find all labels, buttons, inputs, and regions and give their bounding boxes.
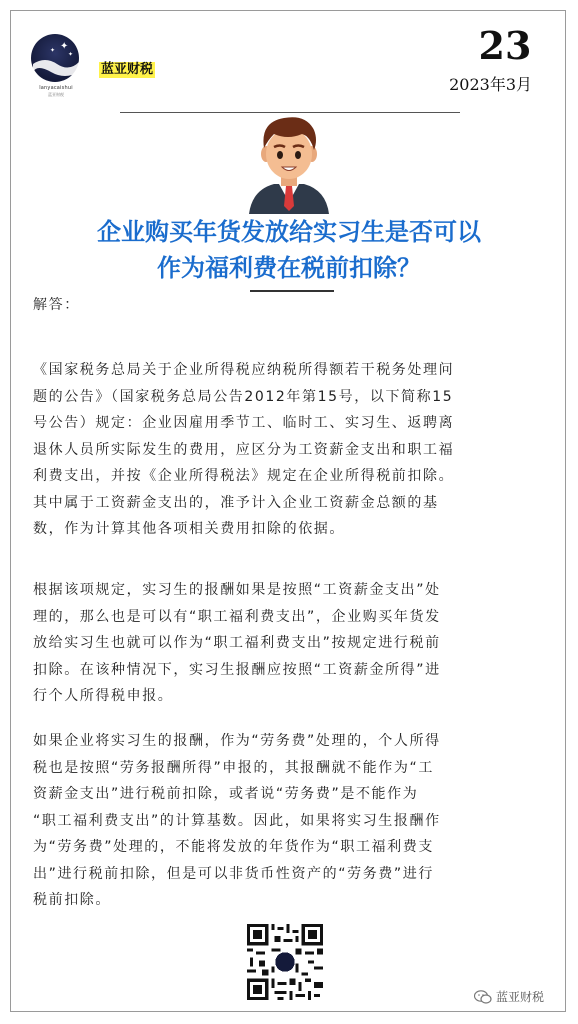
- paragraph-3: [33, 728, 545, 914]
- paragraph-2: [33, 577, 545, 710]
- text-line: 行个人所得税申报。: [33, 688, 174, 704]
- avatar-illustration: [244, 114, 334, 214]
- logo-subtext: 蓝亚财税: [48, 92, 64, 97]
- wechat-icon: [474, 990, 492, 1004]
- text-line: 利费支出，并按《企业所得税法》规定在企业所得税前扣除。: [33, 468, 455, 484]
- text-line: 退休人员所实际发生的费用，应区分为工资薪金支出和职工福: [33, 441, 455, 458]
- header-divider: [120, 112, 460, 113]
- text-line: 资薪金支出”进行税前扣除，或者说“劳务费”是不能作为: [33, 786, 419, 802]
- logo-text: lanyacaishui: [39, 85, 73, 91]
- text-line: “职工福利费支出”的计算基数。因此，如果将实习生报酬作: [33, 812, 441, 829]
- text-line: 放给实习生也就可以作为“职工福利费支出”按规定进行税前: [33, 635, 441, 651]
- text-line: 数，作为计算其他各项相关费用扣除的依据。: [33, 521, 345, 537]
- text-line: 题的公告》（国家税务总局公告2012年第15号，以下简称15: [33, 388, 454, 405]
- text-line: 其中属于工资薪金支出的，准予计入企业工资薪金总额的基: [33, 494, 439, 511]
- text-line: 号公告）规定：企业因雇用季节工、临时工、实习生、返聘离: [33, 415, 455, 431]
- brand-name: 蓝亚财税: [101, 62, 154, 77]
- star-icon: ✦: [50, 47, 56, 54]
- title-line: 企业购买年货发放给实习生是否可以: [97, 217, 481, 246]
- footer-account[interactable]: [474, 988, 544, 1005]
- footer-account-name: 蓝亚财税: [496, 990, 545, 1004]
- text-line: 如果企业将实习生的报酬，作为“劳务费”处理的，个人所得: [33, 733, 441, 749]
- text-line: 理的，那么也是可以有“职工福利费支出”，企业购买年货发: [33, 608, 441, 625]
- title-line: 作为福利费在税前扣除？: [157, 253, 421, 282]
- article-title: [40, 214, 538, 286]
- text-line: 根据该项规定，实习生的报酬如果是按照“工资薪金支出”处: [33, 582, 441, 598]
- text-line: 扣除。在该种情况下，实习生报酬应按照“工资薪金所得”进: [33, 661, 441, 678]
- paragraph-1: [33, 357, 545, 543]
- text-line: 出”进行税前扣除，但是可以非货币性资产的“劳务费”进行: [33, 865, 434, 882]
- text-line: 《国家税务总局关于企业所得税应纳税所得额若干税务处理问: [33, 362, 455, 378]
- star-icon: ✦: [68, 51, 74, 58]
- star-icon: ✦: [60, 41, 69, 52]
- answer-label: 解答：: [33, 297, 80, 313]
- text-line: 税也是按照“劳务报酬所得”申报的，其报酬就不能作为“工: [33, 759, 434, 776]
- text-line: 税前扣除。: [33, 892, 111, 908]
- text-line: 为“劳务费”处理的，不能将发放的年货作为“职工福利费支: [33, 839, 434, 855]
- qr-code[interactable]: [247, 924, 323, 1000]
- wave-icon: [31, 54, 79, 82]
- issue-date: 2023年3月: [449, 75, 532, 94]
- issue-number: 23: [478, 23, 532, 68]
- brand-logo: [26, 34, 86, 98]
